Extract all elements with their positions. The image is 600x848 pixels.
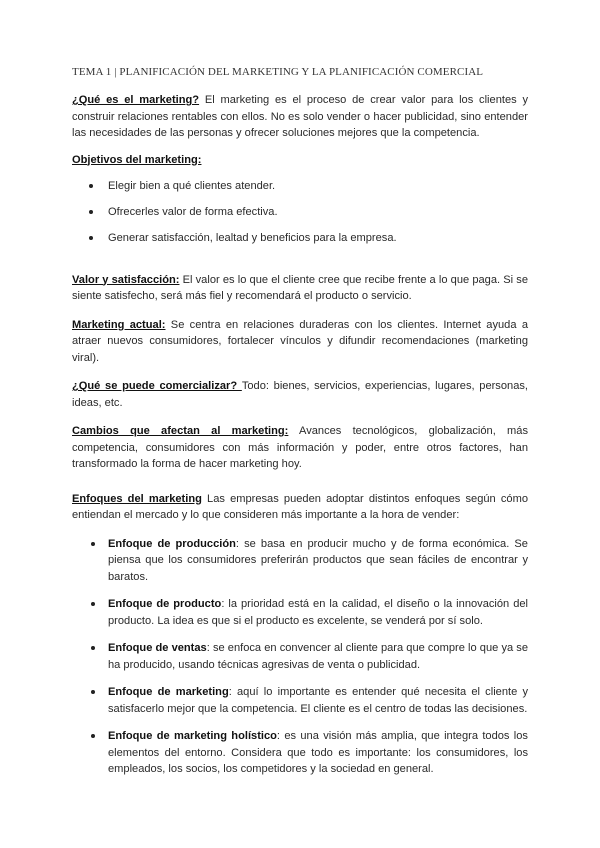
objectives-heading: Objetivos del marketing: (72, 153, 202, 166)
changes-text: Avances tecnológicos, globalización, más competencia, consumidores con más información y poder, entre otros factores, han transformado la forma de hacer marketing hoy. (72, 425, 528, 470)
objective-item: Elegir bien a qué clientes atender. (72, 178, 528, 194)
current-marketing-paragraph (72, 317, 528, 367)
approaches-text: Las empresas pueden adoptar distintos enfoques según cómo entiendan el mercado y lo que consideren más importante a la hora de vender: (72, 492, 528, 521)
intro-text: El marketing es el proceso de crear valor para los clientes y construir relaciones rentables con ellos. No es solo vender o hacer publicidad, sino entender las necesidades de las personas y ofrecer soluciones mejores que la competencia. (72, 94, 528, 139)
approach-item (72, 684, 528, 717)
approaches-list (72, 536, 528, 778)
objective-item: Ofrecerles valor de forma efectiva. (72, 204, 528, 220)
value-paragraph (72, 272, 528, 305)
current-marketing-lead: Marketing actual: (72, 318, 166, 331)
approach-desc: : se basa en producir mucho y de forma económica. Se piensa que los consumidores preferirán productos que sean fáciles de encontrar y baratos. (108, 537, 528, 583)
approaches-paragraph (72, 491, 528, 524)
approach-item (72, 640, 528, 673)
commercialize-lead: ¿Qué se puede comercializar? (72, 380, 242, 392)
approach-term: Enfoque de producto (108, 598, 222, 610)
commercialize-paragraph (72, 378, 528, 411)
changes-paragraph (72, 423, 528, 473)
changes-lead: Cambios que afectan al marketing: (72, 425, 289, 437)
approach-desc: : es una visión más amplia, que integra todos los elementos del entorno. Considera que todo es importante: los consumidores, los empleados, los socios, los competidores y la sociedad en general. (108, 730, 528, 775)
approach-desc: : la prioridad está en la calidad, el diseño o la innovación del producto. La idea es que si el producto es excelente, se venderá por sí solo. (108, 598, 529, 627)
intro-lead: ¿Qué es el marketing? (72, 94, 200, 106)
approach-item (72, 728, 528, 778)
approach-item (72, 536, 528, 586)
value-lead: Valor y satisfacción: (72, 273, 180, 286)
intro-paragraph (72, 92, 528, 142)
approaches-lead: Enfoques del marketing (72, 492, 202, 505)
approach-term: Enfoque de ventas (108, 642, 207, 654)
approach-term: Enfoque de marketing holístico (108, 730, 277, 742)
approach-desc: : aquí lo importante es entender qué necesita el cliente y satisfacerlo mejor que la competencia. El cliente es el centro de todas las decisiones. (108, 686, 528, 715)
current-marketing-text: Se centra en relaciones duraderas con los clientes. Internet ayuda a atraer nuevos consumidores, fortalecer vínculos y difundir recomendaciones (marketing viral). (72, 318, 528, 364)
objective-item: Generar satisfacción, lealtad y beneficios para la empresa. (72, 230, 528, 246)
value-text: El valor es lo que el cliente cree que recibe frente a lo que paga. Si se siente satisfecho, será más fiel y recomendará el producto o servicio. (72, 273, 528, 302)
commercialize-text: Todo: bienes, servicios, experiencias, lugares, personas, ideas, etc. (72, 380, 528, 409)
approach-item (72, 596, 528, 629)
approach-term: Enfoque de marketing (108, 686, 229, 698)
approach-term: Enfoque de producción (108, 537, 236, 550)
document-title: TEMA 1 | PLANIFICACIÓN DEL MARKETING Y LA PLANIFICACIÓN COMERCIAL (72, 66, 484, 78)
objectives-list (72, 178, 528, 246)
approach-desc: : se enfoca en convencer al cliente para que compre lo que ya se ha producido, usando técnicas agresivas de venta o publicidad. (108, 642, 529, 671)
